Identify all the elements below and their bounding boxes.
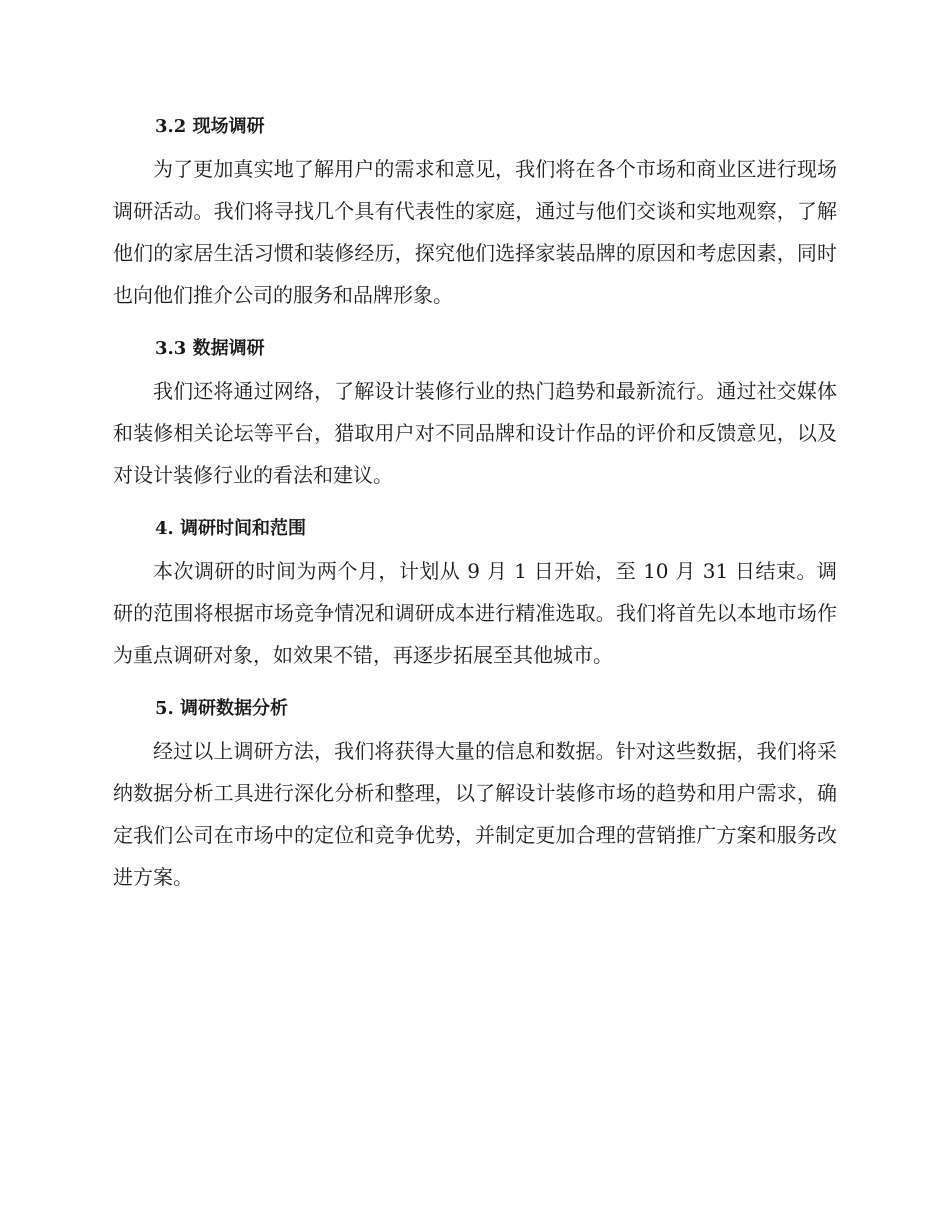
section-heading-field-research: 3.2 现场调研 [155,116,265,137]
section-heading-data-research: 3.3 数据调研 [155,338,265,359]
section-paragraph-data-analysis: 经过以上调研方法，我们将获得大量的信息和数据。针对这些数据，我们将采纳数据分析工具进行深化分析和整理，以了解设计装修市场的趋势和用户需求，确定我们公司在市场中的定位和竞争优势，并制定更加合理的营销推广方案和服务改进方案。 [113,739,837,889]
section-paragraph-schedule-scope: 本次调研的时间为两个月，计划从 9 月 1 日开始，至 10 月 31 日结束。调研的范围将根据市场竞争情况和调研成本进行精准选取。我们将首先以本地市场作为重点调研对象，如效果不错，再逐步拓展至其他城市。 [113,559,837,667]
document-body [113,110,837,898]
section-paragraph-field-research: 为了更加真实地了解用户的需求和意见，我们将在各个市场和商业区进行现场调研活动。我们将寻找几个具有代表性的家庭，通过与他们交谈和实地观察，了解他们的家居生活习惯和装修经历，探究他们选择家装品牌的原因和考虑因素，同时也向他们推介公司的服务和品牌形象。 [113,157,837,307]
section-heading-data-analysis: 5. 调研数据分析 [155,698,289,719]
section-paragraph-data-research: 我们还将通过网络，了解设计装修行业的热门趋势和最新流行。通过社交媒体和装修相关论坛等平台，猎取用户对不同品牌和设计作品的评价和反馈意见，以及对设计装修行业的看法和建议。 [113,379,837,487]
section-heading-schedule-scope: 4. 调研时间和范围 [155,518,307,539]
